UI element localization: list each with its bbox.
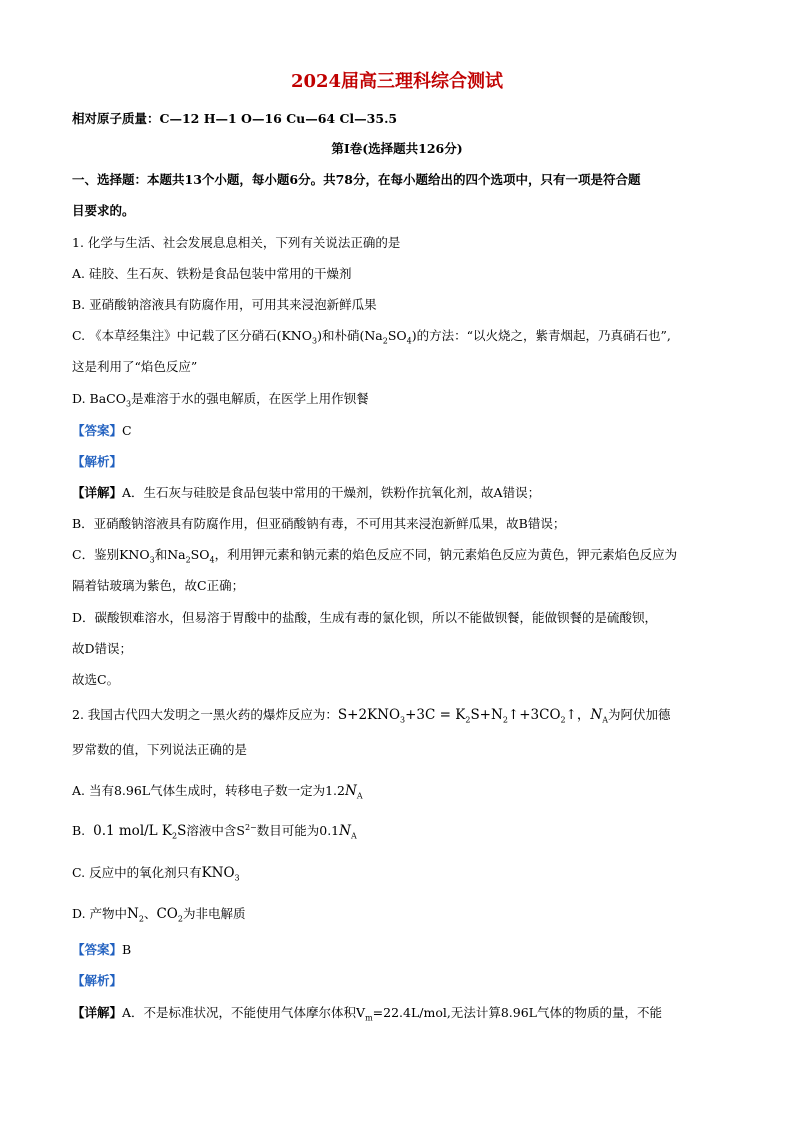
q1-option-c-line2: 这是利用了“焰色反应” bbox=[72, 359, 198, 374]
detail-tag: 【详解】 bbox=[72, 1005, 123, 1020]
q2-analysis bbox=[72, 973, 122, 989]
q1-detail-c-line2: 隔着钴玻璃为紫色，故C正确； bbox=[72, 578, 245, 593]
q1-analysis bbox=[72, 454, 122, 470]
answer-value: B bbox=[122, 942, 132, 957]
q2-stem-line2: 罗常数的值，下列说法正确的是 bbox=[72, 742, 248, 757]
detail-tag: 【详解】 bbox=[72, 485, 123, 500]
q2-detail-a: 【详解】A．不是标准状况，不能使用气体摩尔体积$V_m=22.4L$/mol,无法计算8.96L气体的物质的量，不能 bbox=[72, 1005, 662, 1023]
q1-option-b: B. 亚硝酸钠溶液具有防腐作用，可用其来浸泡新鲜瓜果 bbox=[72, 297, 377, 312]
answer-tag: 【答案】 bbox=[72, 942, 123, 957]
answer-value: C bbox=[122, 423, 132, 438]
instructions-line-2: 目要求的。 bbox=[72, 203, 135, 218]
q1-detail-c: C．鉴别$KNO_3$和$Na_2SO_4$，利用钾元素和钠元素的焰色反应不同，钠元素焰色反应为黄色，钾元素焰色反应为 bbox=[72, 547, 678, 565]
q2-option-d: D. 产物中$N_2$、$CO_2$为非电解质 bbox=[72, 906, 246, 924]
q1-option-d: D. BaCO$_3$是难溶于水的强电解质，在医学上用作钡餐 bbox=[72, 391, 369, 409]
q1-option-c: C. 《本草经集注》中记载了区分硝石$(KNO_3)$和朴硝$(Na_2SO_4)$的方法：“以火烧之，紫青烟起，乃真硝石也”, bbox=[72, 328, 671, 346]
q1-answer bbox=[72, 423, 132, 439]
q1-detail-b: B．亚硝酸钠溶液具有防腐作用，但亚硝酸钠有毒，不可用其来浸泡新鲜瓜果，故B错误； bbox=[72, 516, 566, 531]
answer-tag: 【答案】 bbox=[72, 423, 123, 438]
q1-conclusion: 故选C。 bbox=[72, 672, 120, 687]
q2-option-a: A. 当有8.96L气体生成时，转移电子数一定为$1.2N_A$ bbox=[72, 783, 363, 801]
q2-option-c: C. 反应中的氧化剂只有$KNO_3$ bbox=[72, 865, 240, 883]
q1-detail-a: 【详解】A．生石灰与硅胶是食品包装中常用的干燥剂，铁粉作抗氧化剂，故A错误； bbox=[72, 485, 541, 500]
q2-option-b: B. 0.1 mol/L $K_2S$溶液中含$S^{2-}$数目可能为$0.1N_A$ bbox=[72, 822, 357, 841]
q2-answer bbox=[72, 942, 131, 958]
instructions-line-1: 一、选择题：本题共13个小题，每小题6分。共78分，在每小题给出的四个选项中，只有一项是符合题 bbox=[72, 172, 641, 187]
analysis-tag: 【解析】 bbox=[72, 454, 123, 469]
section-title: 第Ⅰ卷(选择题共126分) bbox=[331, 141, 463, 156]
reaction-equation: $S+2KNO_3+3C$ = $K_2S+N_2↑+3CO_2↑$， bbox=[337, 707, 591, 725]
q2-stem: 2. 我国古代四大发明之一黑火药的爆炸反应为：$S+2KNO_3+3C$ = $K_2S+N_2↑+3CO_2↑$，$N_A$为阿伏加德 bbox=[72, 707, 671, 725]
q1-detail-d: D．碳酸钡难溶水，但易溶于胃酸中的盐酸，生成有毒的氯化钡，所以不能做钡餐，能做钡餐的是硫酸钡， bbox=[72, 610, 658, 625]
q1-detail-d-line2: 故D错误； bbox=[72, 641, 133, 656]
analysis-tag: 【解析】 bbox=[72, 973, 123, 988]
atomic-mass-line: 相对原子质量：C—12 H—1 O—16 Cu—64 Cl—35.5 bbox=[72, 111, 398, 126]
q1-option-a: A. 硅胶、生石灰、铁粉是食品包装中常用的干燥剂 bbox=[72, 266, 352, 281]
exam-title: 2024届高三理科综合测试 bbox=[290, 71, 504, 92]
q1-stem: 1. 化学与生活、社会发展息息相关，下列有关说法正确的是 bbox=[72, 235, 401, 250]
